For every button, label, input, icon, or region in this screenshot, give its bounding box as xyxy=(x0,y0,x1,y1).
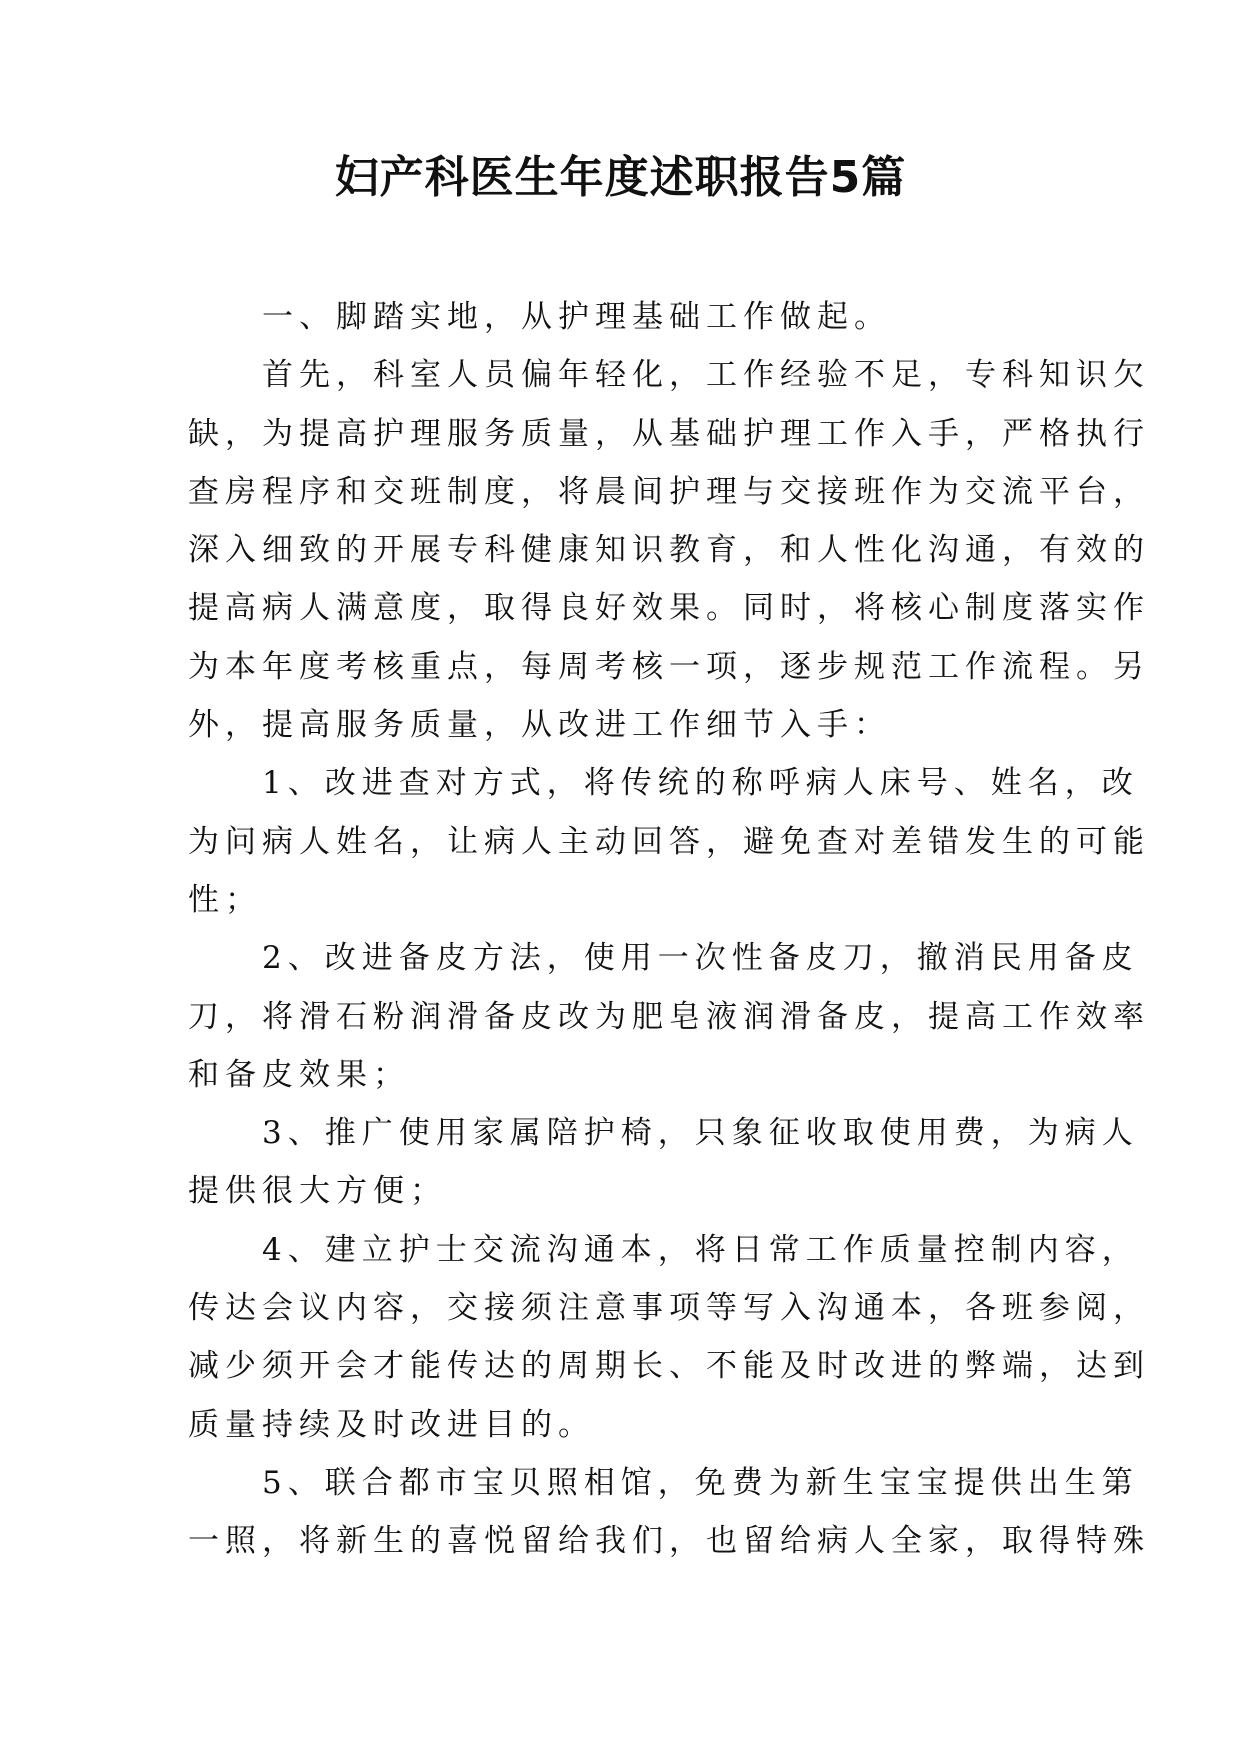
document-body xyxy=(188,288,1150,1571)
paragraph-line: 3、推广使用家属陪护椅，只象征收取使用费，为病人 xyxy=(262,1115,1139,1152)
paragraph xyxy=(188,288,1068,346)
paragraph-line: 2、改进备皮方法，使用一次性备皮刀，撤消民用备皮 xyxy=(262,940,1139,977)
paragraph-line: 一、脚踏实地，从护理基础工作做起。 xyxy=(262,299,891,335)
paragraph xyxy=(188,929,1150,1104)
paragraph-line: 和备皮效果； xyxy=(188,1056,410,1093)
document-title: 妇产科医生年度述职报告5篇 xyxy=(334,152,907,203)
paragraph-line: 一照，将新生的喜悦留给我们，也留给病人全家，取得特殊 xyxy=(188,1523,1150,1560)
paragraph-line: 缺，为提高护理服务质量，从基础护理工作入手，严格执行 xyxy=(188,415,1150,452)
paragraph-line: 质量持续及时改进目的。 xyxy=(188,1406,595,1443)
paragraph-line: 外，提高服务质量，从改进工作细节入手： xyxy=(188,707,891,744)
paragraph-line: 为问病人姓名，让病人主动回答，避免查对差错发生的可能 xyxy=(188,823,1150,860)
paragraph xyxy=(188,754,1150,929)
paragraph xyxy=(188,1221,1150,1454)
paragraph xyxy=(188,1454,1150,1571)
paragraph-line: 提供很大方便； xyxy=(188,1173,447,1210)
paragraph-line: 深入细致的开展专科健康知识教育，和人性化沟通，有效的 xyxy=(188,532,1150,569)
paragraph-line: 减少须开会才能传达的周期长、不能及时改进的弊端，达到 xyxy=(188,1348,1150,1385)
paragraph xyxy=(188,1104,1139,1221)
paragraph-line: 传达会议内容，交接须注意事项等写入沟通本，各班参阅， xyxy=(188,1290,1150,1327)
paragraph-line: 4、建立护士交流沟通本，将日常工作质量控制内容， xyxy=(262,1231,1139,1268)
paragraph-line: 为本年度考核重点，每周考核一项，逐步规范工作流程。另 xyxy=(188,648,1150,685)
paragraph-line: 5、联合都市宝贝照相馆，免费为新生宝宝提供出生第 xyxy=(262,1464,1139,1501)
paragraph-line: 首先，科室人员偏年轻化，工作经验不足，专科知识欠 xyxy=(262,357,1150,394)
paragraph xyxy=(188,346,1150,754)
paragraph-line: 刀，将滑石粉润滑备皮改为肥皂液润滑备皮，提高工作效率 xyxy=(188,998,1150,1035)
paragraph-line: 提高病人满意度，取得良好效果。同时，将核心制度落实作 xyxy=(188,590,1150,627)
paragraph-line: 性； xyxy=(188,881,262,918)
paragraph-line: 查房程序和交班制度，将晨间护理与交接班作为交流平台， xyxy=(188,473,1150,510)
paragraph-line: 1、改进查对方式，将传统的称呼病人床号、姓名，改 xyxy=(262,765,1139,802)
